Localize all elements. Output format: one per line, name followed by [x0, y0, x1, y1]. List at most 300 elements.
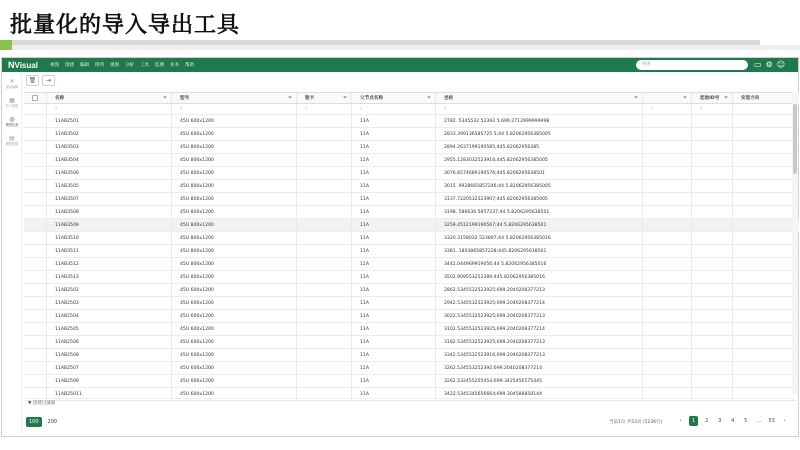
menu-item[interactable]: 分析 [125, 63, 134, 68]
table-cell [643, 349, 692, 361]
filter-cell [24, 104, 47, 114]
table-cell [733, 193, 799, 205]
table-row[interactable] [24, 271, 799, 284]
data-grid [24, 92, 799, 397]
table-cell: 11A [352, 271, 436, 283]
table-cell: 11AB2505 [47, 323, 172, 335]
top-navbar [2, 58, 798, 72]
close-icon: ✕ [9, 78, 15, 85]
sidebar-item[interactable] [2, 131, 22, 150]
table-cell: 11AB2509 [47, 375, 172, 387]
app-logo[interactable]: NVisual [8, 60, 38, 70]
table-cell: 2833.399136585725 5;44 5.82062956385005 [436, 128, 643, 140]
table-cell [733, 115, 799, 127]
table-cell [643, 193, 692, 205]
table-cell: 11AB2503 [47, 297, 172, 309]
table-cell: 3182.5345532523925;699.2040208377213 [436, 336, 643, 348]
column-filter-input[interactable]: ⌕ [172, 104, 297, 114]
table-cell: 11A [352, 336, 436, 348]
table-cell: 2782. 5345532 52392 5;699.2712999999998 [436, 115, 643, 127]
table-row[interactable] [24, 336, 799, 349]
table-cell [733, 128, 799, 140]
table-cell [643, 167, 692, 179]
table-row[interactable] [24, 258, 799, 271]
row-checkbox-cell[interactable] [24, 167, 47, 179]
table-cell [692, 180, 733, 192]
column-header-label: 坐标 [444, 96, 454, 101]
table-row[interactable] [24, 128, 799, 141]
table-cell: 11AB3506 [47, 167, 172, 179]
table-cell: 45U 800x1200 [172, 271, 297, 283]
table-cell [643, 310, 692, 322]
table-cell [733, 167, 799, 179]
table-cell: 11A [352, 245, 436, 257]
menu-item[interactable]: 监测 [155, 63, 164, 68]
app-window [1, 57, 799, 437]
table-cell: 3015. 9928665857246;44 5.82062956385005 [436, 180, 643, 192]
search-input[interactable]: 搜索 [636, 60, 748, 70]
table-row[interactable] [24, 219, 799, 232]
table-row[interactable] [24, 362, 799, 375]
table-cell [297, 232, 352, 244]
table-cell: 11A [352, 323, 436, 335]
column-header[interactable] [692, 93, 733, 103]
prev-page-button[interactable]: ‹ [679, 418, 682, 424]
table-cell [733, 154, 799, 166]
table-cell: 11AB3503 [47, 141, 172, 153]
column-filter-input[interactable]: ⌕ [352, 104, 436, 114]
table-cell [733, 180, 799, 192]
table-cell: 45U 600x1200 [172, 310, 297, 322]
table-cell [692, 219, 733, 231]
filter-icon[interactable]: ⏷ [426, 95, 431, 101]
table-cell [297, 271, 352, 283]
sidebar-item[interactable] [2, 74, 22, 93]
table-cell: 45U 800x1200 [172, 245, 297, 257]
row-checkbox-cell[interactable] [24, 258, 47, 270]
column-header-label: 版卡 [305, 96, 315, 101]
table-cell: 11AB3507 [47, 193, 172, 205]
table-cell: 11A [352, 375, 436, 387]
scrollbar-thumb[interactable] [793, 104, 797, 174]
row-checkbox-cell[interactable] [24, 271, 47, 283]
column-header[interactable] [297, 93, 352, 103]
table-cell [692, 362, 733, 374]
slide-title: 批量化的导入导出工具 [10, 13, 241, 38]
column-header-label: 名称 [55, 96, 65, 101]
column-header-label: 起始ID号 [700, 96, 720, 101]
table-cell [643, 245, 692, 257]
table-cell: 3259.4512199190567;44 5.8206295638501 [436, 219, 643, 231]
table-row[interactable] [24, 349, 799, 362]
sidebar-item-label: 模型数据 [5, 142, 19, 146]
table-cell [692, 115, 733, 127]
table-cell: 11AB3511 [47, 245, 172, 257]
table-cell: 3137.7220532523907;445.82062956385005 [436, 193, 643, 205]
table-cell [692, 232, 733, 244]
row-checkbox-cell[interactable] [24, 336, 47, 348]
table-cell: 11AB3502 [47, 128, 172, 140]
row-checkbox-cell[interactable] [24, 128, 47, 140]
row-checkbox-cell[interactable] [24, 232, 47, 244]
table-row[interactable] [24, 284, 799, 297]
main-menu [50, 62, 194, 68]
table-cell: 45U 600x1200 [172, 349, 297, 361]
table-cell [297, 284, 352, 296]
table-cell: 3502.909553252389;445.82062956385016 [436, 271, 643, 283]
table-cell: 11A [352, 362, 436, 374]
row-checkbox-cell[interactable] [24, 154, 47, 166]
table-cell [643, 258, 692, 270]
table-cell: 11AB3508 [47, 206, 172, 218]
table-cell [733, 297, 799, 309]
table-cell [643, 232, 692, 244]
table-cell [643, 180, 692, 192]
table-cell [733, 258, 799, 270]
table-cell [692, 336, 733, 348]
filter-icon[interactable]: ⏷ [723, 95, 728, 101]
create-filter-bar[interactable] [24, 398, 794, 408]
table-cell [733, 219, 799, 231]
table-cell [692, 141, 733, 153]
table-cell [643, 336, 692, 348]
table-cell: 11A [352, 258, 436, 270]
table-cell: 11A [352, 349, 436, 361]
table-row[interactable] [24, 154, 799, 167]
row-checkbox-cell[interactable] [24, 375, 47, 387]
table-cell: 45U 800x1200 [172, 180, 297, 192]
column-filter-input[interactable]: ⌕ [643, 104, 692, 114]
table-row[interactable] [24, 245, 799, 258]
table-cell [733, 375, 799, 387]
table-cell [643, 323, 692, 335]
table-cell: 2942.5345532523925;699.2040208377214 [436, 297, 643, 309]
menu-item[interactable]: 排列 [95, 63, 104, 68]
table-cell [643, 154, 692, 166]
table-row[interactable] [24, 297, 799, 310]
table-cell: 11A [352, 297, 436, 309]
next-page-button[interactable]: › [783, 418, 786, 424]
column-filter-input[interactable]: ⌕ [692, 104, 733, 114]
table-cell: 45U 600x1200 [172, 323, 297, 335]
table-cell [297, 167, 352, 179]
table-row[interactable] [24, 115, 799, 128]
table-cell: 11A [352, 141, 436, 153]
table-cell [692, 193, 733, 205]
table-cell: 2894.2637199190585;445.82062956385 [436, 141, 643, 153]
table-cell: 11A [352, 115, 436, 127]
menu-item[interactable]: 工具 [140, 63, 149, 68]
row-checkbox-cell[interactable] [24, 141, 47, 153]
table-row[interactable] [24, 141, 799, 154]
table-cell: 11AB3510 [47, 232, 172, 244]
table-cell [692, 167, 733, 179]
table-cell [297, 336, 352, 348]
table-cell: 11A [352, 180, 436, 192]
table-cell: 11AB2507 [47, 362, 172, 374]
table-cell [297, 245, 352, 257]
table-cell: 45U 600x1200 [172, 284, 297, 296]
message-icon[interactable]: ▭ [754, 60, 762, 69]
page-info: 当前1页 共53页 (5236行) [609, 420, 663, 425]
table-cell: 11AB2501 [47, 115, 172, 127]
table-cell [692, 258, 733, 270]
row-checkbox-cell[interactable] [24, 115, 47, 127]
checkbox[interactable] [32, 95, 38, 101]
table-cell: 3022.5345532523925;699.2040208377213 [436, 310, 643, 322]
row-checkbox-cell[interactable] [24, 219, 47, 231]
column-filter-input[interactable]: ⌕ [436, 104, 643, 114]
table-cell [297, 128, 352, 140]
table-cell [692, 154, 733, 166]
table-cell [692, 310, 733, 322]
column-header[interactable] [352, 93, 436, 103]
table-cell [733, 349, 799, 361]
filter-icon[interactable]: ⏷ [287, 95, 292, 101]
filter-icon[interactable]: ⏷ [342, 95, 347, 101]
table-cell [643, 297, 692, 309]
table-cell: 45U 800x1200 [172, 141, 297, 153]
column-header[interactable] [172, 93, 297, 103]
column-header[interactable] [733, 93, 799, 103]
row-checkbox-cell[interactable] [24, 297, 47, 309]
table-cell [692, 349, 733, 361]
table-cell [297, 115, 352, 127]
table-cell [297, 349, 352, 361]
table-cell: 11A [352, 310, 436, 322]
table-cell [643, 375, 692, 387]
table-cell [733, 362, 799, 374]
page-size-option[interactable]: 100 [26, 417, 42, 427]
table-cell [692, 245, 733, 257]
menu-item[interactable]: 视图 [50, 63, 59, 68]
table-cell [643, 271, 692, 283]
table-cell [733, 245, 799, 257]
filter-icon: ▼ [28, 401, 33, 406]
sidebar-item-label: 模型检查 [5, 123, 19, 127]
table-row[interactable] [24, 206, 799, 219]
table-cell: 2862.5345532523925;699.2040208377213 [436, 284, 643, 296]
table-cell: 11A [352, 193, 436, 205]
table-cell: 11A [352, 232, 436, 244]
table-cell: 11A [352, 284, 436, 296]
gear-icon[interactable]: ⚙ [765, 60, 773, 69]
page-links [676, 416, 789, 426]
table-row[interactable] [24, 375, 799, 388]
row-checkbox-cell[interactable] [24, 284, 47, 296]
table-cell [692, 375, 733, 387]
filter-icon[interactable]: ⏷ [633, 95, 638, 101]
create-filter-label: 创建过滤器 [32, 401, 56, 406]
doc-icon: ▤ [9, 135, 15, 142]
table-cell: 45U 800x1200 [172, 232, 297, 244]
table-cell [297, 219, 352, 231]
table-cell [297, 310, 352, 322]
column-filter-input[interactable] [733, 104, 799, 114]
table-cell: 3076.8574689190576;445.8206295638501 [436, 167, 643, 179]
sidebar-item[interactable] [2, 112, 22, 131]
table-cell [733, 206, 799, 218]
column-filter-input[interactable]: ⌕ [297, 104, 352, 114]
table-cell: 11AB3509 [47, 219, 172, 231]
table-cell: 3422.5345345656664;699.304588858144 [436, 388, 643, 400]
table-cell [692, 271, 733, 283]
page-link[interactable]: 5 [744, 418, 748, 424]
table-row[interactable] [24, 323, 799, 336]
table-cell: 3262.532455255454;699.3425456575445 [436, 375, 643, 387]
column-header[interactable] [47, 93, 172, 103]
pagination-bar [24, 414, 796, 432]
table-cell: 11A [352, 388, 436, 400]
table-cell [643, 206, 692, 218]
table-cell [643, 219, 692, 231]
table-cell: 11AB3505 [47, 180, 172, 192]
row-checkbox-cell[interactable] [24, 349, 47, 361]
table-cell: 45U 600x1200 [172, 297, 297, 309]
table-cell [297, 297, 352, 309]
table-cell [643, 128, 692, 140]
table-header-row [24, 93, 799, 104]
table-cell [297, 258, 352, 270]
table-cell: 45U 600x1200 [172, 375, 297, 387]
grid-scrollbar[interactable] [792, 92, 798, 394]
filter-row [24, 104, 799, 115]
table-row[interactable] [24, 167, 799, 180]
menu-item[interactable]: 帮助 [185, 63, 194, 68]
table-cell [643, 362, 692, 374]
toolbar [26, 75, 55, 87]
row-checkbox-cell[interactable] [24, 193, 47, 205]
menu-item[interactable]: 编辑 [80, 63, 89, 68]
row-checkbox-cell[interactable] [24, 362, 47, 374]
menu-item[interactable]: 视图 [110, 63, 119, 68]
table-cell [297, 206, 352, 218]
table-cell: 3381. 1803865857228;445.8206295638501 [436, 245, 643, 257]
page-link[interactable]: 4 [731, 418, 735, 424]
column-header[interactable] [436, 93, 643, 103]
table-cell [692, 284, 733, 296]
export-icon: ⇥ [45, 77, 52, 84]
table-cell [297, 141, 352, 153]
column-header[interactable] [643, 93, 692, 103]
row-checkbox-cell[interactable] [24, 323, 47, 335]
table-cell: 11A [352, 206, 436, 218]
table-cell: 11A [352, 154, 436, 166]
row-checkbox-cell[interactable] [24, 245, 47, 257]
left-sidebar [2, 74, 22, 434]
page-link[interactable]: 2 [705, 418, 709, 424]
table-cell: 11AB3512 [47, 258, 172, 270]
table-cell [297, 375, 352, 387]
table-cell: 3442.044969919056;44 5.82062956385016 [436, 258, 643, 270]
table-cell: 11AB2506 [47, 336, 172, 348]
page-link[interactable]: ... [756, 418, 762, 424]
sidebar-item-label: 导入数据 [5, 104, 19, 108]
table-cell: 45U 800x1200 [172, 193, 297, 205]
table-cell: 11A [352, 128, 436, 140]
nav-icons [754, 59, 785, 71]
table-row[interactable] [24, 232, 799, 245]
table-cell [643, 284, 692, 296]
table-cell: 45U 600x1200 [172, 128, 297, 140]
sidebar-item-label: 退出编辑 [5, 85, 19, 89]
user-icon[interactable]: ☺ [776, 60, 786, 69]
table-cell [692, 206, 733, 218]
table-cell: 3342.5345532523916;699.2040208377213 [436, 349, 643, 361]
filter-icon[interactable]: ⏷ [682, 95, 687, 101]
table-cell [297, 180, 352, 192]
table-cell [643, 141, 692, 153]
page-link[interactable]: 53 [768, 418, 775, 424]
table-row[interactable] [24, 310, 799, 323]
filter-icon[interactable]: ⏷ [162, 95, 167, 101]
page-link[interactable]: 3 [718, 418, 722, 424]
table-cell: 3262.534553252392;699.2040208377214 [436, 362, 643, 374]
table-cell [692, 297, 733, 309]
table-cell [297, 193, 352, 205]
table-cell: 3102.5345532523925;699.2040208377214 [436, 323, 643, 335]
column-header-label: 安装方向 [741, 96, 760, 101]
delete-button[interactable] [26, 75, 39, 86]
table-cell: 45U 600x1200 [172, 362, 297, 374]
column-header-label: 型号 [180, 96, 190, 101]
table-cell: 45U 800x1200 [172, 167, 297, 179]
trash-icon: 🗑 [28, 77, 37, 84]
row-checkbox-cell[interactable] [24, 206, 47, 218]
table-cell: 45U 800x1200 [172, 154, 297, 166]
column-header-label: 父节点名称 [360, 96, 383, 101]
table-row[interactable] [24, 193, 799, 206]
select-all-checkbox[interactable] [24, 93, 47, 103]
page-link[interactable]: 1 [689, 416, 698, 426]
table-cell [733, 141, 799, 153]
menu-item[interactable]: 业务 [170, 63, 179, 68]
table-cell: 3198. 586636 5857237;44 5.8206295638501 [436, 206, 643, 218]
table-cell: 45U 800x1200 [172, 206, 297, 218]
row-checkbox-cell[interactable] [24, 310, 47, 322]
table-cell [643, 115, 692, 127]
table-cell: 45U 600x1200 [172, 336, 297, 348]
table-cell: 11AB2504 [47, 310, 172, 322]
table-cell [733, 284, 799, 296]
table-cell [733, 232, 799, 244]
table-cell: 45U 800x1200 [172, 258, 297, 270]
table-row[interactable] [24, 180, 799, 193]
column-filter-input[interactable]: ⌕ [47, 104, 172, 114]
sidebar-item[interactable] [2, 93, 22, 112]
target-icon: ◎ [9, 116, 15, 123]
row-checkbox-cell[interactable] [24, 180, 47, 192]
table-cell: 2955.1283032523916;445.82062956385005 [436, 154, 643, 166]
grid-icon: ▦ [9, 97, 15, 104]
page-size-selector [26, 417, 57, 427]
menu-item[interactable]: 创建 [65, 63, 74, 68]
table-cell [733, 336, 799, 348]
table-cell [692, 128, 733, 140]
table-cell: 11AB25011 [47, 388, 172, 400]
table-cell [692, 323, 733, 335]
table-cell [733, 271, 799, 283]
table-cell: 11AB2508 [47, 349, 172, 361]
table-cell: 11A [352, 219, 436, 231]
page-size-option[interactable]: 200 [47, 419, 58, 425]
table-cell [733, 310, 799, 322]
table-cell: 3320.3158032 523897;44 5.82062956385016 [436, 232, 643, 244]
table-cell: 11AB2502 [47, 284, 172, 296]
table-cell [297, 323, 352, 335]
export-button[interactable] [42, 75, 55, 86]
table-cell: 45U 600x1200 [172, 388, 297, 400]
